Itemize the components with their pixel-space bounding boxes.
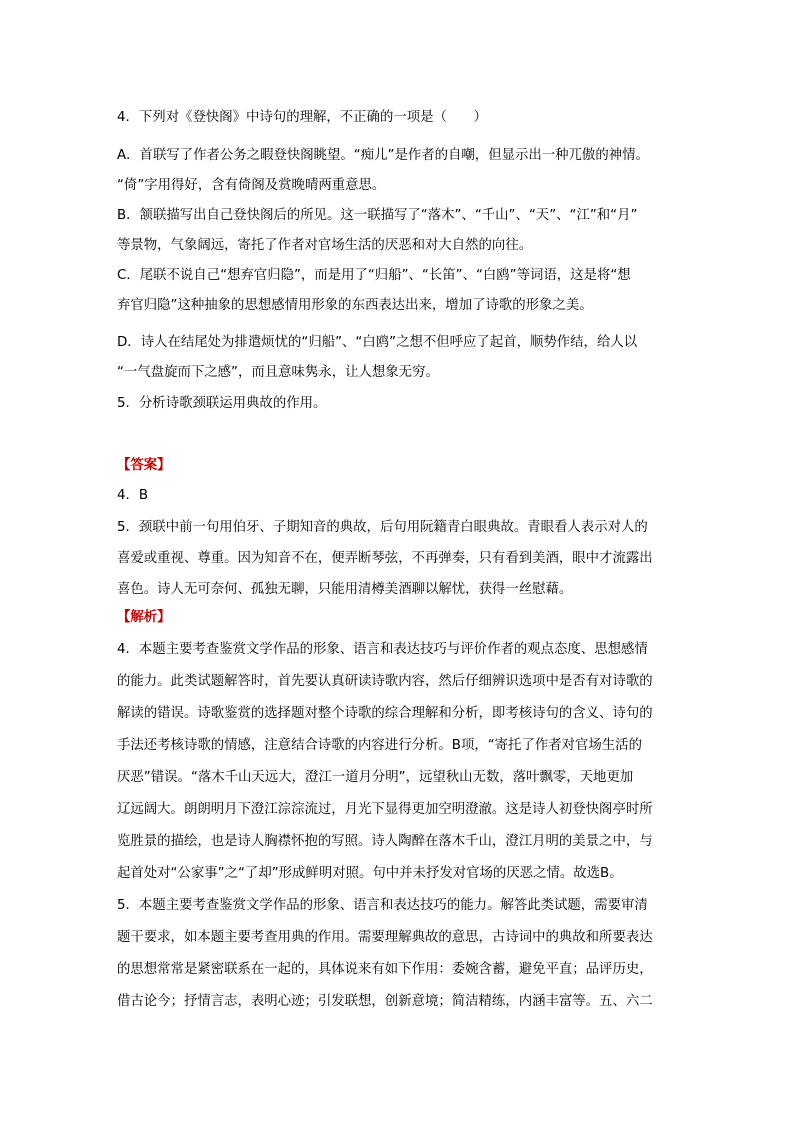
analysis-line: 5．本题主要考查鉴赏文学作品的形象、语言和表达技巧的能力。解答此类试题，需要审清	[117, 898, 648, 913]
option-d-line-1: D．诗人在结尾处为排遣烦忧的“归船”、“白鸥”之想不但呼应了起首，顺势作结，给人以	[117, 335, 638, 350]
answer-heading: 【答案】	[117, 458, 171, 473]
analysis-line: 借古论今；抒情言志，表明心迹；引发联想，创新意境；简洁精练，内涵丰富等。五、六二	[117, 994, 653, 1009]
option-a-line-2: “倚”字用得好，含有倚阁及赏晚晴两重意思。	[117, 178, 386, 193]
option-c-line-1: C．尾联不说自己“想弃官归隐”，而是用了“归船”、“长笛”、“白鸥”等词语，这是将“想	[117, 268, 631, 283]
analysis-line: 厌恶”错误。“落木千山天远大，澄江一道月分明”，远望秋山无数，落叶飘零，天地更加	[117, 770, 634, 785]
analysis-line: 4．本题主要考查鉴赏文学作品的形象、语言和表达技巧与评价作者的观点态度、思想感情	[117, 642, 648, 657]
option-a-line-1: A．首联写了作者公务之暇登快阁眺望。“痴儿”是作者的自嘲，但显示出一种兀傲的神情。	[117, 148, 649, 163]
question-4-stem: 4．下列对《登快阁》中诗句的理解，不正确的一项是（ ）	[117, 110, 488, 125]
option-b-line-1: B．颔联描写出自己登快阁后的所见。这一联描写了“落木”、“千山”、“天”、“江”和“月”	[117, 208, 638, 223]
question-5-stem: 5．分析诗歌颈联运用典故的作用。	[117, 396, 327, 411]
analysis-line: 的思想常常是紧密联系在一起的，具体说来有如下作用：委婉含蓄，避免平直；品评历史，	[117, 962, 653, 977]
analysis-line: 的能力。此类试题解答时，首先要认真研读诗歌内容，然后仔细辨识选项中是否有对诗歌的	[117, 674, 653, 689]
option-b-line-2: 等景物，气象阔远，寄托了作者对官场生活的厌恶和对大自然的向往。	[117, 238, 533, 253]
analysis-line: 起首处对“公家事”之“了却”形成鲜明对照。句中并未抒发对官场的厌恶之情。故选B。	[117, 866, 623, 881]
analysis-line: 辽远阔大。朗朗明月下澄江淙淙流过，月光下显得更加空明澄澈。这是诗人初登快阁亭时所	[117, 802, 653, 817]
analysis-line: 览胜景的描绘，也是诗人胸襟怀抱的写照。诗人陶醉在落木千山，澄江月明的美景之中，与	[117, 834, 653, 849]
answer-5-line-1: 5．颈联中前一句用伯牙、子期知音的典故，后句用阮籍青白眼典故。青眼看人表示对人的	[117, 520, 648, 535]
analysis-line: 手法还考核诗歌的情感，注意结合诗歌的内容进行分析。B项，“寄托了作者对官场生活的	[117, 738, 642, 753]
analysis-line: 解读的错误。诗歌鉴赏的选择题对整个诗歌的综合理解和分析，即考核诗句的含义、诗句的	[117, 706, 653, 721]
option-c-line-2: 弃官归隐”这种抽象的思想感情用形象的东西表达出来，增加了诗歌的形象之美。	[117, 298, 593, 313]
option-d-line-2: “一气盘旋而下之感”，而且意味隽永，让人想象无穷。	[117, 365, 439, 380]
answer-5-line-3: 喜色。诗人无可奈何、孤独无聊，只能用清樽美酒聊以解忧，获得一丝慰藉。	[117, 582, 573, 597]
answer-5-line-2: 喜爱或重视、尊重。因为知音不在，便弄断琴弦，不再弹奏，只有看到美酒，眼中才流露出	[117, 551, 653, 566]
analysis-line: 题干要求，如本题主要考查用典的作用。需要理解典故的意思，古诗词中的典故和所要表达	[117, 930, 653, 945]
analysis-heading: 【解析】	[117, 610, 171, 625]
answer-4: 4．B	[117, 488, 149, 503]
